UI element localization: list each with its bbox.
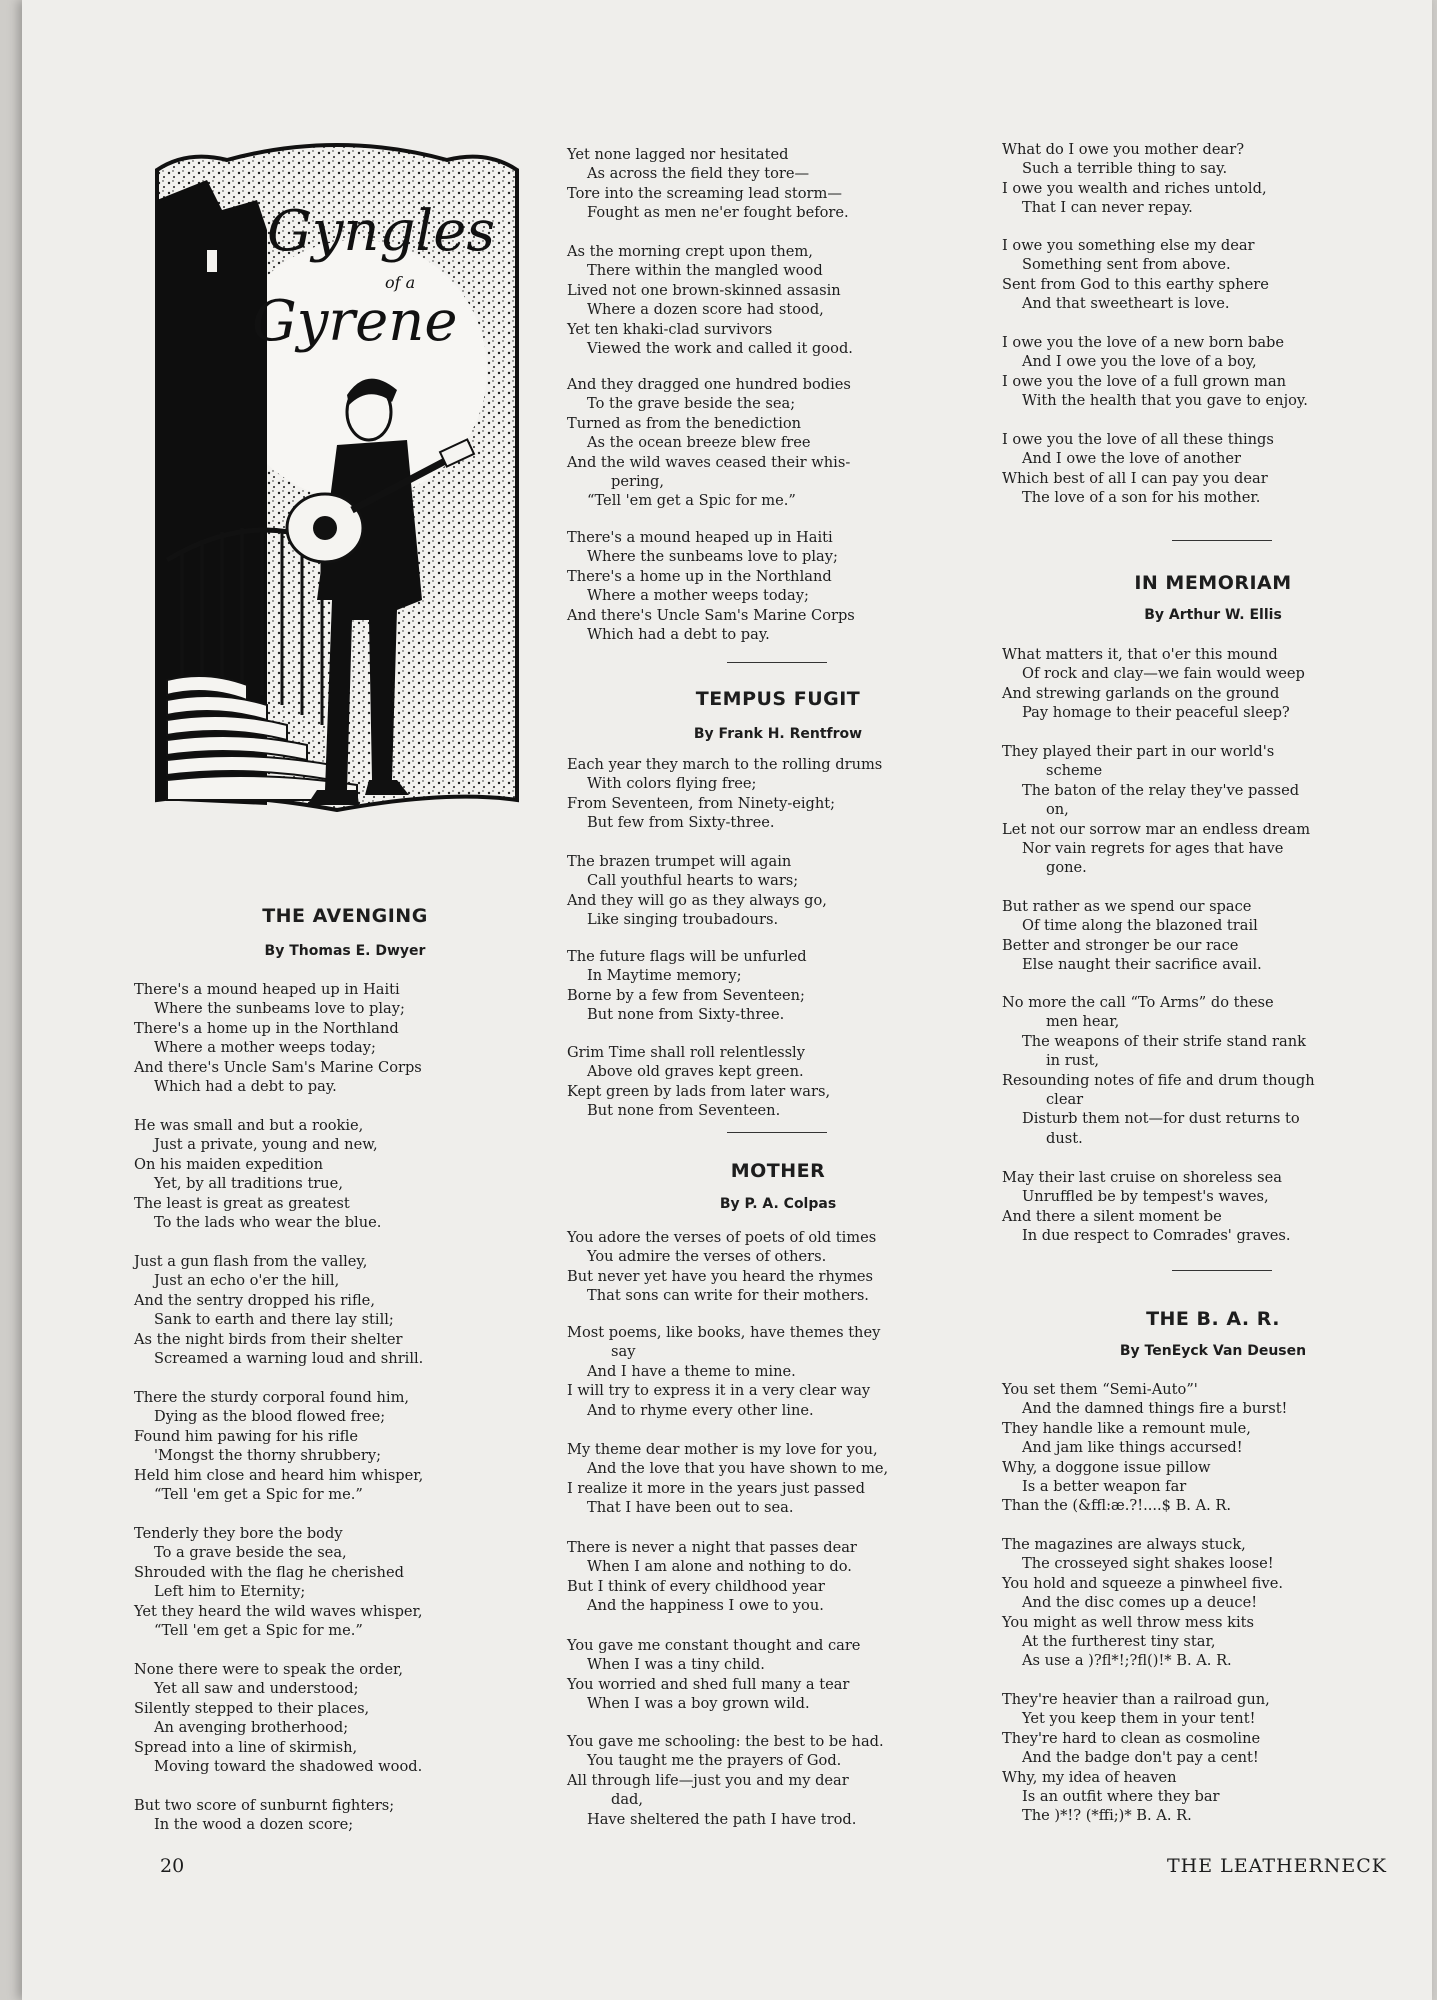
magazine-page [22, 0, 1432, 2000]
poem-line: Why, a doggone issue pillow [1002, 1458, 1211, 1476]
poem-line: You might as well throw mess kits [1002, 1613, 1254, 1631]
poem-line: But two score of sunburnt fighters; [134, 1797, 395, 1814]
poem-line: I owe you the love of a full grown man [1002, 372, 1287, 390]
illustration-title-gyngles: Gyngles [267, 199, 496, 264]
poem-line: That I can never repay. [1022, 199, 1193, 217]
stanza [567, 852, 989, 930]
poem-line: The )*!? (*ffi;)* B. A. R. [1022, 1807, 1192, 1825]
poem-line: Is an outfit where they bar [1022, 1788, 1220, 1806]
poem-line: You set them “Semi-Auto”' [1002, 1381, 1198, 1398]
poem-line: I owe you the love of a new born babe [1002, 334, 1285, 351]
poem-title-in-memoriam: IN MEMORIAM [1134, 572, 1292, 594]
poem-line: And there a silent moment be [1002, 1207, 1222, 1225]
section-divider [727, 662, 827, 663]
poem-line: Is a better weapon far [1022, 1478, 1187, 1496]
poem-line: Just a gun flash from the valley, [134, 1253, 368, 1270]
poem-line: Better and stronger be our race [1002, 936, 1239, 954]
poem-line: No more the call “To Arms” do these [1002, 994, 1274, 1011]
poem-line: in rust, [1046, 1052, 1100, 1070]
poem-line: And jam like things accursed! [1022, 1439, 1243, 1457]
stanza [134, 1796, 556, 1835]
poem-line: But none from Sixty-three. [587, 1006, 785, 1024]
poem-line: dust. [1046, 1129, 1083, 1147]
poem-line: When I was a boy grown wild. [587, 1695, 810, 1713]
poem-line: on, [1046, 801, 1069, 819]
byline-bar: By TenEyck Van Deusen [1119, 1343, 1307, 1359]
stanza [134, 1524, 556, 1640]
poem-line: The love of a son for his mother. [1022, 489, 1261, 507]
poem-line: Yet, by all traditions true, [154, 1175, 343, 1193]
poem-line: But none from Seventeen. [587, 1102, 781, 1120]
poem-line: Where the sunbeams love to play; [154, 1000, 405, 1018]
poem-line: “Tell 'em get a Spic for me.” [587, 492, 796, 510]
section-divider [727, 1132, 827, 1133]
poem-line: And the badge don't pay a cent! [1022, 1749, 1259, 1767]
poem-line: Such a terrible thing to say. [1022, 160, 1228, 178]
poem-line: You gave me constant thought and care [567, 1637, 861, 1654]
poem-line: None there were to speak the order, [134, 1661, 403, 1678]
poem-line: You admire the verses of others. [587, 1248, 827, 1266]
poem-line: And they will go as they always go, [567, 891, 827, 909]
poem-line: Sent from God to this earthy sphere [1002, 275, 1269, 293]
poem-line: And the damned things fire a burst! [1022, 1400, 1288, 1418]
poem-line: There is never a night that passes dear [567, 1539, 857, 1556]
poem-line: Yet ten khaki-clad survivors [567, 320, 773, 338]
poem-line: Each year they march to the rolling drums [567, 756, 883, 773]
poem-line: From Seventeen, from Ninety-eight; [567, 794, 836, 812]
stanza [1002, 236, 1424, 314]
stanza [567, 1323, 989, 1420]
poem-line: They handle like a remount mule, [1002, 1419, 1251, 1437]
poem-line: They played their part in our world's [1002, 743, 1275, 760]
poem-line: You adore the verses of poets of old times [567, 1229, 877, 1246]
poem-line: men hear, [1046, 1013, 1120, 1031]
poem-line: You gave me schooling: the best to be had. [567, 1733, 884, 1750]
poem-line: Where a dozen score had stood, [587, 301, 824, 319]
poem-line: The magazines are always stuck, [1002, 1536, 1246, 1553]
poem-line: My theme dear mother is my love for you, [567, 1441, 878, 1458]
poem-line: Moving toward the shadowed wood. [154, 1758, 423, 1776]
poem-line: Yet you keep them in your tent! [1022, 1710, 1256, 1728]
poem-line: In due respect to Comrades' graves. [1022, 1227, 1291, 1245]
stanza [567, 145, 989, 223]
poem-line: But never yet have you heard the rhymes [567, 1267, 874, 1285]
poem-line: gone. [1046, 859, 1087, 877]
poem-line: As the ocean breeze blew free [587, 434, 811, 452]
poem-title-avenging: THE AVENGING [262, 905, 428, 927]
poem-line: “Tell 'em get a Spic for me.” [154, 1622, 363, 1640]
poem-line: Resounding notes of fife and drum though [1002, 1071, 1315, 1089]
poem-line: I will try to express it in a very clear way [567, 1382, 871, 1400]
poem-line: And there's Uncle Sam's Marine Corps [567, 606, 855, 624]
poem-line: Lived not one brown-skinned assasin [567, 281, 841, 299]
poem-line: Else naught their sacrifice avail. [1022, 956, 1262, 974]
magazine-name: THE LEATHERNECK [1167, 1855, 1387, 1877]
poem-line: There's a mound heaped up in Haiti [567, 529, 833, 546]
poem-line: The baton of the relay they've passed [1022, 781, 1300, 799]
poem-line: Dying as the blood flowed free; [154, 1408, 386, 1426]
page-number: 20 [160, 1855, 185, 1877]
poem-line: An avenging brotherhood; [154, 1719, 349, 1737]
poem-line: As the morning crept upon them, [567, 243, 813, 260]
stanza [134, 1116, 556, 1232]
poem-title-bar: THE B. A. R. [1146, 1308, 1280, 1330]
poem-title-mother: MOTHER [730, 1160, 826, 1182]
stanza [567, 242, 989, 358]
stanza [134, 1660, 556, 1776]
poem-line: On his maiden expedition [134, 1155, 323, 1173]
poem-line: Disturb them not—for dust returns to [1022, 1110, 1300, 1128]
poem-line: Above old graves kept green. [587, 1063, 804, 1081]
stanza [1002, 140, 1424, 218]
poem-line: Tore into the screaming lead storm— [567, 184, 842, 202]
poem-line: Unruffled be by tempest's waves, [1022, 1188, 1269, 1206]
poem-line: There within the mangled wood [587, 262, 823, 280]
poem-line: Where a mother weeps today; [154, 1039, 376, 1057]
poem-line: Let not our sorrow mar an endless dream [1002, 820, 1311, 838]
poem-line: Of time along the blazoned trail [1022, 917, 1258, 935]
stanza [1002, 993, 1424, 1148]
stanza [567, 1228, 989, 1306]
stanza [1002, 1690, 1424, 1826]
poem-line: What do I owe you mother dear? [1002, 141, 1245, 158]
poem-line: There's a home up in the Northland [134, 1019, 399, 1037]
poem-line: And I owe you the love of a boy, [1022, 353, 1257, 371]
poem-line: But rather as we spend our space [1002, 898, 1252, 915]
poem-line: And I have a theme to mine. [587, 1362, 796, 1380]
poem-line: Spread into a line of skirmish, [134, 1738, 358, 1756]
poem-line: And strewing garlands on the ground [1002, 684, 1280, 702]
poem-line: Screamed a warning loud and shrill. [154, 1350, 424, 1368]
poem-line: Turned as from the benediction [567, 414, 802, 432]
poem-line: I realize it more in the years just passed [567, 1479, 865, 1497]
poem-line: Most poems, like books, have themes they [567, 1324, 881, 1341]
stanza [134, 1252, 556, 1368]
poem-line: And the sentry dropped his rifle, [134, 1291, 375, 1309]
poem-line: clear [1046, 1091, 1084, 1109]
poem-line: scheme [1046, 762, 1103, 780]
poem-line: At the furtherest tiny star, [1022, 1633, 1216, 1651]
illustration-title-gyrene: Gyrene [252, 289, 458, 354]
poem-line: And to rhyme every other line. [587, 1401, 814, 1419]
byline-mother: By P. A. Colpas [719, 1196, 837, 1212]
poem-line: As the night birds from their shelter [134, 1330, 403, 1348]
stanza [1002, 742, 1424, 878]
stanza [567, 528, 989, 644]
poem-line: And the love that you have shown to me, [587, 1460, 889, 1478]
poem-line: There's a home up in the Northland [567, 567, 832, 585]
poem-line: Grim Time shall roll relentlessly [567, 1044, 805, 1061]
poem-line: With the health that you gave to enjoy. [1022, 392, 1308, 410]
poem-line: The future flags will be unfurled [567, 948, 807, 965]
stanza [1002, 1380, 1424, 1516]
poem-line: Which had a debt to pay. [154, 1078, 337, 1096]
poem-line: Yet they heard the wild waves whisper, [134, 1602, 423, 1620]
poem-line: The least is great as greatest [134, 1194, 350, 1212]
poem-line: As across the field they tore— [587, 165, 810, 183]
poem-line: Kept green by lads from later wars, [567, 1082, 831, 1100]
poem-line: pering, [611, 473, 665, 491]
poem-line: Something sent from above. [1022, 256, 1231, 274]
poem-line: And the disc comes up a deuce! [1022, 1594, 1258, 1612]
poem-line: Where the sunbeams love to play; [587, 548, 838, 566]
stanza [1002, 430, 1424, 508]
section-divider [1172, 540, 1272, 541]
poem-line: Like singing troubadours. [587, 911, 779, 929]
poem-line: Just a private, young and new, [154, 1136, 378, 1154]
stanza [567, 1732, 989, 1829]
poem-line: He was small and but a rookie, [134, 1117, 364, 1134]
poem-line: Which best of all I can pay you dear [1002, 469, 1268, 487]
poem-line: I owe you something else my dear [1002, 237, 1255, 254]
stanza [567, 1440, 989, 1518]
poem-line: Of rock and clay—we fain would weep [1022, 665, 1305, 683]
stanza [567, 755, 989, 833]
byline-in-memoriam: By Arthur W. Ellis [1144, 607, 1282, 623]
poem-line: With colors flying free; [587, 775, 757, 793]
stanza [567, 1538, 989, 1616]
poem-line: And there's Uncle Sam's Marine Corps [134, 1058, 422, 1076]
poem-line: There the sturdy corporal found him, [134, 1389, 410, 1406]
poem-line: And they dragged one hundred bodies [567, 376, 851, 393]
stanza [1002, 645, 1424, 723]
poem-line: When I was a tiny child. [587, 1656, 765, 1674]
poem-line: To the lads who wear the blue. [154, 1214, 382, 1232]
section-divider [1172, 1270, 1272, 1271]
stanza [1002, 333, 1424, 411]
stanza [567, 1043, 989, 1121]
poem-line: Shrouded with the flag he cherished [134, 1563, 404, 1581]
stanza [567, 375, 989, 511]
poem-line: And the wild waves ceased their whis- [567, 453, 851, 471]
poem-line: Viewed the work and called it good. [587, 340, 853, 358]
poem-line: When I am alone and nothing to do. [587, 1558, 852, 1576]
poem-line: You worried and shed full many a tear [567, 1675, 850, 1693]
gyngles-illustration [147, 140, 527, 900]
poem-line: I owe you wealth and riches untold, [1002, 179, 1267, 197]
poem-line: 'Mongst the thorny shrubbery; [154, 1447, 382, 1465]
poem-line: To the grave beside the sea; [587, 395, 796, 413]
poem-line: Found him pawing for his rifle [134, 1427, 359, 1445]
poem-line: All through life—just you and my dear [567, 1771, 849, 1789]
poem-line: What matters it, that o'er this mound [1002, 646, 1278, 663]
poem-line: And that sweetheart is love. [1022, 295, 1230, 313]
byline-tempus-fugit: By Frank H. Rentfrow [693, 726, 863, 742]
poem-line: Sank to earth and there lay still; [154, 1311, 394, 1329]
poem-line: In the wood a dozen score; [154, 1816, 354, 1834]
poem-line: That sons can write for their mothers. [587, 1287, 869, 1305]
stanza [134, 1388, 556, 1504]
poem-line: The crosseyed sight shakes loose! [1022, 1555, 1274, 1573]
stanza [134, 980, 556, 1096]
poem-line: Just an echo o'er the hill, [154, 1272, 340, 1290]
poem-line: Fought as men ne'er fought before. [587, 204, 849, 222]
poem-line: Have sheltered the path I have trod. [587, 1810, 857, 1828]
poem-line: They're hard to clean as cosmoline [1002, 1729, 1261, 1747]
illustration-title-of-a: of a [385, 273, 416, 292]
poem-line: Held him close and heard him whisper, [134, 1466, 424, 1484]
poem-line: To a grave beside the sea, [154, 1544, 347, 1562]
poem-line: “Tell 'em get a Spic for me.” [154, 1486, 363, 1504]
byline-avenging: By Thomas E. Dwyer [264, 943, 426, 959]
poem-line: I owe you the love of all these things [1002, 431, 1274, 448]
poem-line: Where a mother weeps today; [587, 587, 809, 605]
poem-line: The weapons of their strife stand rank [1022, 1032, 1306, 1050]
poem-line: Borne by a few from Seventeen; [567, 986, 805, 1004]
poem-line: You taught me the prayers of God. [587, 1752, 842, 1770]
poem-title-tempus-fugit: TEMPUS FUGIT [695, 688, 861, 710]
poem-line: Which had a debt to pay. [587, 626, 770, 644]
stanza [1002, 1168, 1424, 1246]
poem-line: But I think of every childhood year [567, 1577, 825, 1595]
poem-line: They're heavier than a railroad gun, [1002, 1691, 1270, 1708]
poem-line: And I owe the love of another [1022, 450, 1241, 468]
poem-line: Yet all saw and understood; [154, 1680, 359, 1698]
poem-line: dad, [611, 1791, 644, 1809]
poem-line: In Maytime memory; [587, 967, 742, 985]
poem-line: Than the (&ffl:æ.?!....$ B. A. R. [1002, 1497, 1232, 1515]
poem-line: There's a mound heaped up in Haiti [134, 981, 400, 998]
poem-line: And the happiness I owe to you. [587, 1597, 824, 1615]
poem-line: Left him to Eternity; [154, 1583, 306, 1601]
poem-line: Tenderly they bore the body [134, 1525, 343, 1542]
poem-line: The brazen trumpet will again [567, 853, 792, 870]
stanza [1002, 897, 1424, 975]
poem-line: That I have been out to sea. [587, 1499, 794, 1517]
poem-line: Why, my idea of heaven [1002, 1768, 1177, 1786]
poem-line: say [611, 1343, 636, 1361]
stanza [567, 1636, 989, 1714]
poem-line: May their last cruise on shoreless sea [1002, 1169, 1282, 1186]
poem-line: Call youthful hearts to wars; [587, 872, 799, 890]
poem-line: Silently stepped to their places, [134, 1699, 370, 1717]
poem-line: Nor vain regrets for ages that have [1022, 840, 1284, 858]
poem-line: Yet none lagged nor hesitated [567, 146, 789, 163]
poem-line: You hold and squeeze a pinwheel five. [1002, 1574, 1284, 1592]
poem-line: But few from Sixty-three. [587, 814, 775, 832]
stanza [567, 947, 989, 1025]
poem-line: Pay homage to their peaceful sleep? [1022, 704, 1290, 722]
poem-line: As use a )?fl*!;?fl()!* B. A. R. [1022, 1652, 1232, 1670]
stanza [1002, 1535, 1424, 1671]
